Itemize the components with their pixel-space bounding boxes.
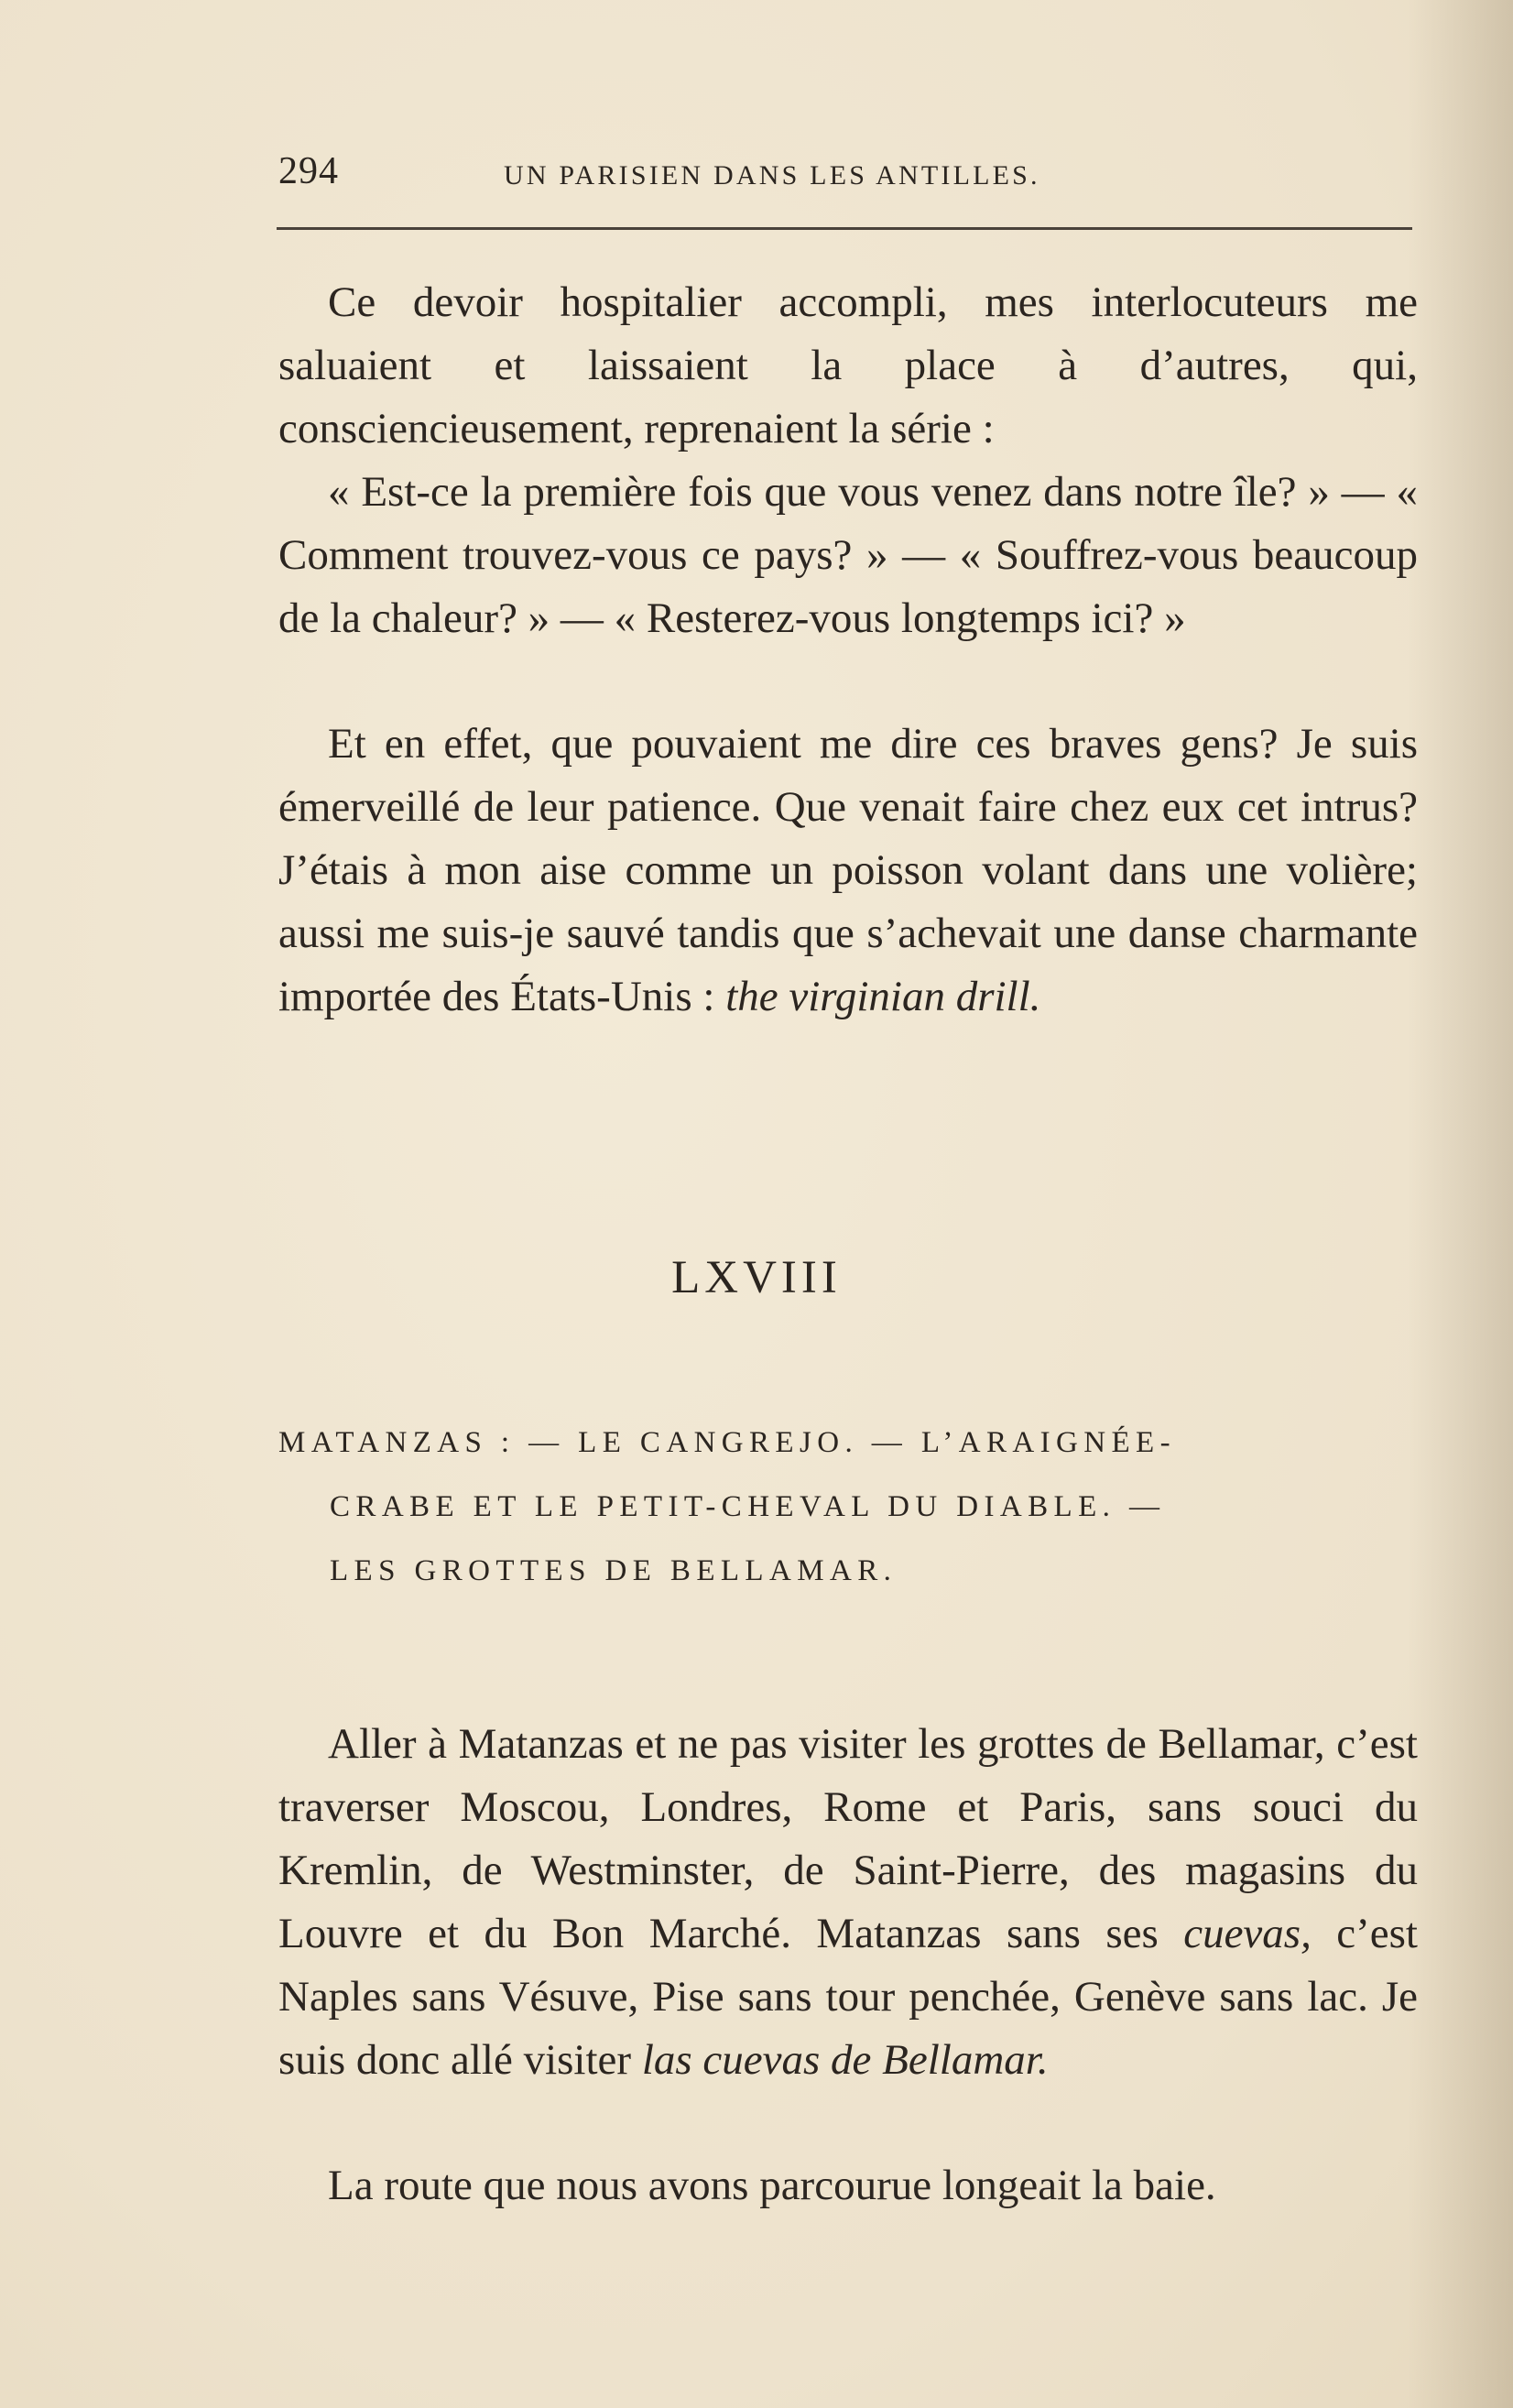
chapter-summary — [278, 1411, 1418, 1603]
paragraph-3-text: Et en effet, que pouvaient me dire ces braves gens? Je suis émerveillé de leur patience. Que venait faire chez eux cet intrus? J’étais à mon aise comme un poisson volant dans une volière; aussi me suis-je sauvé tandis que s’achevait une danse charmante importée des États-Unis : — [278, 720, 1418, 1020]
paragraph-4 — [278, 1713, 1418, 2092]
page-header — [278, 149, 1414, 204]
paragraph-3 — [278, 713, 1418, 1029]
paragraph-4-italic-1: cuevas, — [1183, 1910, 1312, 1957]
chapter-summary-line: CRABE ET LE PETIT-CHEVAL DU DIABLE. — — [330, 1490, 1166, 1523]
chapter-number: LXVIII — [671, 1252, 842, 1303]
paragraph-5: La route que nous avons parcourue longeait la baie. — [328, 2162, 1216, 2209]
paragraph-4-text-a: Aller à Matanzas et ne pas visiter les grottes de Bellamar, c’est traverser Moscou, Londres, Rome et Paris, sans souci du Kremlin, de Westminster, de Saint-Pierre, des magasins du Louvre et du Bon Marché. Matanzas sans ses — [278, 1720, 1418, 1957]
chapter-summary-line: MATANZAS : — LE CANGREJO. — L’ARAIGNÉE- — [278, 1426, 1176, 1459]
page-number: 294 — [278, 150, 339, 192]
chapter-summary-line: LES GROTTES DE BELLAMAR. — [330, 1554, 898, 1587]
paragraph-4-text-b: c’est Naples sans Vésuve, Pise sans tour penchée, Genève sans lac. Je suis donc allé visiter — [278, 1910, 1418, 2084]
paragraph-3-italic: the virginian drill. — [725, 973, 1041, 1020]
header-rule — [277, 227, 1412, 230]
running-title: UN PARISIEN DANS LES ANTILLES. — [504, 160, 1040, 191]
paragraph-1: Ce devoir hospitalier accompli, mes interlocuteurs me saluaient et laissaient la place à d’autres, qui, consciencieusement, reprenaient la série : — [278, 278, 1418, 452]
paragraph-4-italic-2: las cuevas de Bellamar. — [641, 2036, 1049, 2084]
paragraph-2: « Est-ce la première fois que vous venez dans notre île? » — « Comment trouvez-vous ce pays? » — « Souffrez-vous beaucoup de la chaleur? » — « Resterez-vous longtemps ici? » — [278, 468, 1418, 642]
